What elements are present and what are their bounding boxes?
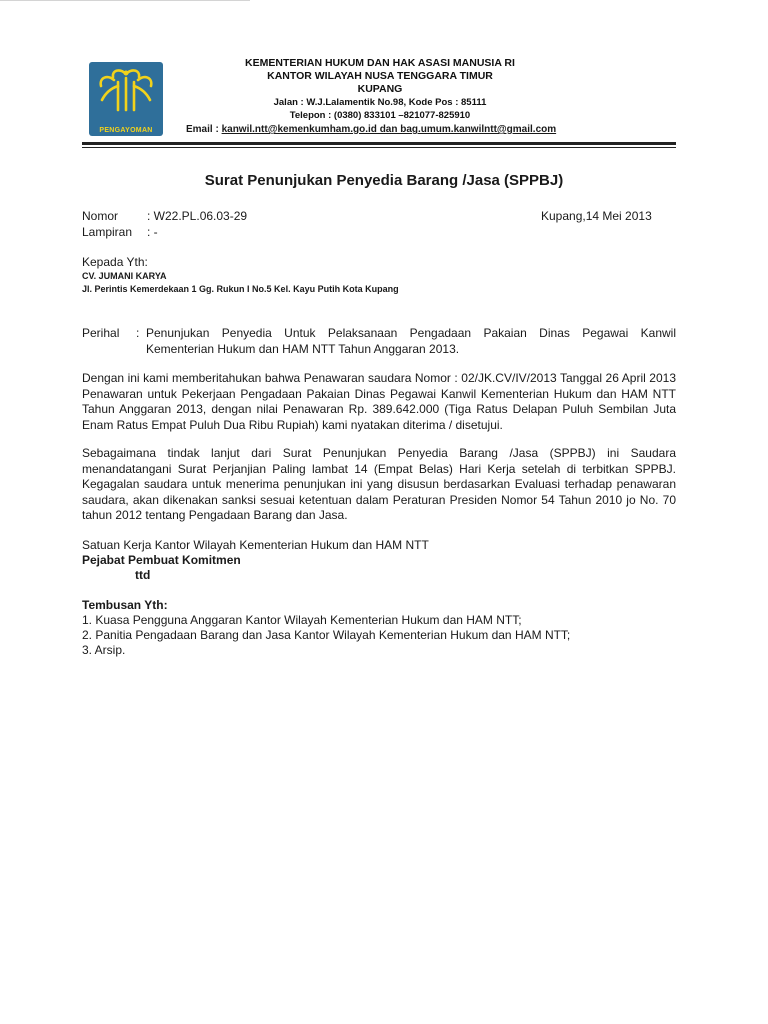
email-value: kanwil.ntt@kemenkumham.go.id dan bag.umum.kanwilntt@gmail.com (221, 124, 557, 135)
letterhead-rule-thick (82, 142, 676, 145)
paragraph-offer: Dengan ini kami memberitahukan bahwa Penawaran saudara Nomor : 02/JK.CV/IV/2013 Tanggal 26 April 2013 Penawaran untuk Pekerjaan Pengadaan Pakaian Dinas Pegawai Kanwil Kementerian Hukum dan HAM NTT Tahun Anggaran 2013, dengan nilai Penawaran Rp. 389.642.000 (Tiga Ratus Delapan Puluh Sembilan Juta Enam Ratus Empat Puluh Dua Ribu Rupiah) kami nyatakan diterima / disetujui. (82, 371, 676, 432)
place-date: Kupang,14 Mei 2013 (541, 209, 652, 223)
office-phone: Telepon : (0380) 833101 –821077-825910 (289, 110, 471, 121)
letterhead (170, 57, 590, 122)
nomor-label: Nomor (82, 209, 119, 223)
office-name: KANTOR WILAYAH NUSA TENGGARA TIMUR (267, 70, 493, 82)
office-email (186, 124, 556, 135)
paragraph-followup: Sebagaimana tindak lanjut dari Surat Penunjukan Penyedia Barang /Jasa (SPPBJ) ini Saudara menandatangani Surat Perjanjian Paling lambat 14 (Empat Belas) Hari Kerja setelah di terbitkan SPPBJ. Kegagalan saudara untuk menerima penunjukan ini yang disusun berdasarkan Evaluasi terhadap penawaran saudara, akan dikenakan sanksi sesuai ketentuan dalam Peraturan Presiden Nomor 54 Tahun 2010 jo No. 70 tahun 2012 tentang Pengadaan Barang dan Jasa. (82, 446, 676, 522)
signature-role: Pejabat Pembuat Komitmen (82, 553, 241, 567)
lampiran-value: : - (147, 225, 158, 239)
signature-ttd: ttd (135, 568, 151, 582)
recipient-address: Jl. Perintis Kemerdekaan 1 Gg. Rukun I No.5 Kel. Kayu Putih Kota Kupang (82, 284, 399, 294)
ministry-logo (89, 62, 163, 136)
letterhead-rule-thin (82, 147, 676, 148)
ministry-name: KEMENTERIAN HUKUM DAN HAK ASASI MANUSIA RI (245, 57, 515, 69)
city-name: KUPANG (357, 83, 403, 95)
logo-caption: PENGAYOMAN (99, 127, 153, 134)
pengayoman-tree-icon (94, 66, 158, 116)
recipient-name: CV. JUMANI KARYA (82, 271, 167, 281)
recipient-greeting: Kepada Yth: (82, 255, 148, 269)
cc-item: 1. Kuasa Pengguna Anggaran Kantor Wilayah Kementerian Hukum dan HAM NTT; (82, 613, 522, 627)
scan-edge (0, 0, 250, 1)
cc-heading: Tembusan Yth: (82, 598, 168, 612)
nomor-value: : W22.PL.06.03-29 (147, 209, 248, 223)
document-title: Surat Penunjukan Penyedia Barang /Jasa (SPPBJ) (204, 172, 564, 189)
perihal-line-1: Penunjukan Penyedia Untuk Pelaksanaan Pengadaan Pakaian Dinas Pegawai Kanwil (146, 326, 676, 340)
perihal-colon: : (136, 326, 140, 340)
signature-unit: Satuan Kerja Kantor Wilayah Kementerian Hukum dan HAM NTT (82, 538, 429, 552)
office-address: Jalan : W.J.Lalamentik No.98, Kode Pos : 85111 (273, 97, 487, 108)
email-label: Email : (186, 124, 219, 135)
cc-item: 2. Panitia Pengadaan Barang dan Jasa Kantor Wilayah Kementerian Hukum dan HAM NTT; (82, 628, 571, 642)
perihal-line-2: Kementerian Hukum dan HAM NTT Tahun Anggaran 2013. (146, 342, 460, 356)
cc-item: 3. Arsip. (82, 643, 126, 657)
lampiran-label: Lampiran (82, 225, 133, 239)
perihal-label: Perihal (82, 326, 120, 340)
